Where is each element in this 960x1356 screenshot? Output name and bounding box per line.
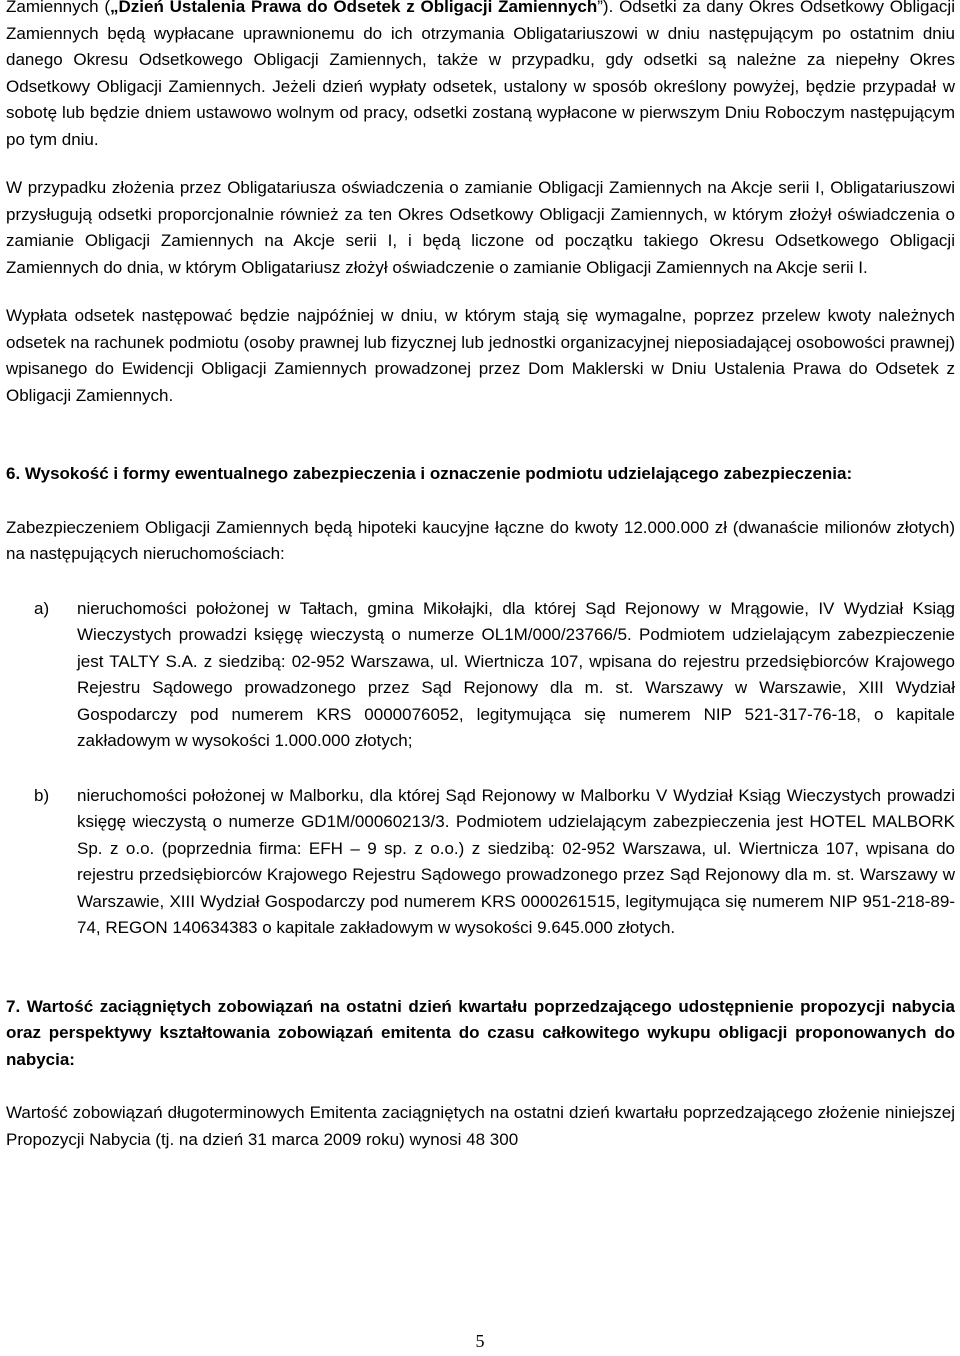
list-marker-b: b): [34, 785, 50, 805]
section-7-text: Wartość zobowiązań długoterminowych Emitenta zaciągniętych na ostatni dzień kwartału poprzedzającego złożenie niniejszej Propozycji Nabycia (tj. na dzień 31 marca 2009 roku) wynosi 48 300: [6, 1103, 955, 1149]
list-item-b: [6, 783, 955, 942]
paragraph-conversion-interest: W przypadku złożenia przez Obligatariusza oświadczenia o zamianie Obligacji Zamiennych na Akcje serii I, Obligatariuszowi przysługują odsetki proporcjonalnie również za ten Okres Odsetkowy Obligacji Zamiennych, w którym złożył oświadczenia o zamianie Obligacji Zamiennych na Akcje serii I, i będą liczone od początku takiego Okresu Odsetkowego Obligacji Zamiennych do dnia, w którym Obligatariusz złożył oświadczenie o zamianie Obligacji Zamiennych na Akcje serii I.: [6, 178, 955, 277]
page-number: 5: [475, 1331, 485, 1351]
paragraph-interest-payment: [6, 0, 955, 153]
section-7-heading: 7. Wartość zaciągniętych zobowiązań na ostatni dzień kwartału poprzedzającego udostępnienie propozycji nabycia oraz perspektywy kształtowania zobowiązań emitenta do czasu całkowitego wykupu obligacji proponowanych do nabycia:: [6, 996, 955, 1069]
paragraph-body-text: ”). Odsetki za dany Okres Odsetkowy Obligacji Zamiennych będą wypłacane uprawnionemu do ich otrzymania Obligatariuszowi w dniu następującym po ostatnim dniu danego Okresu Odsetkowego Obligacji Zamiennych, także w przypadku, gdy odsetki są należne za niepełny Okres Odsetkowy Obligacji Zamiennych. Jeżeli dzień wypłaty odsetek, ustalony w sposób określony powyżej, będzie przypadał w sobotę lub będzie dniem ustawowo wolnym od pracy, odsetki zostaną wypłacone w pierwszym Dniu Roboczym następującym po tym dniu.: [6, 0, 955, 149]
list-item-a: [6, 596, 955, 755]
list-text-a: nieruchomości położonej w Tałtach, gmina Mikołajki, dla której Sąd Rejonowy w Mrągowie, IV Wydział Ksiąg Wieczystych prowadzi księgę wieczystą o numerze OL1M/000/23766/5. Podmiotem udzielającym zabezpieczenie jest TALTY S.A. z siedzibą: 02-952 Warszawa, ul. Wiertnicza 107, wpisana do rejestru przedsiębiorców Krajowego Rejestru Sądowego prowadzonego przez Sąd Rejonowy dla m. st. Warszawy w Warszawie, XIII Wydział Gospodarczy pod numerem KRS 0000076052, legitymująca się numerem NIP 521-317-76-18, o kapitale zakładowym w wysokości 1.000.000 złotych;: [77, 598, 955, 750]
document-page: [6, 0, 955, 1153]
list-marker-a: a): [34, 598, 50, 618]
list-text-b: nieruchomości położonej w Malborku, dla której Sąd Rejonowy w Malborku V Wydział Ksiąg Wieczystych prowadzi księgę wieczystą o numerze GD1M/00060213/3. Podmiotem udzielającym zabezpieczenia jest HOTEL MALBORK Sp. z o.o. (poprzednia firma: EFH – 9 sp. z o.o.) z siedzibą: 02-952 Warszawa, ul. Wiertnicza 107, wpisana do rejestru przedsiębiorców Krajowego Rejestru Sądowego prowadzonego przez Sąd Rejonowy dla m. st. Warszawy w Warszawie, XIII Wydział Gospodarczy pod numerem KRS 0000261515, legitymująca się numerem NIP 951-218-89-74, REGON 140634383 o kapitale zakładowym w wysokości 9.645.000 złotych.: [77, 785, 955, 937]
section-6-intro: Zabezpieczeniem Obligacji Zamiennych będą hipoteki kaucyjne łączne do kwoty 12.000.000 zł (dwanaście milionów złotych) na następujących nieruchomościach:: [6, 517, 955, 563]
defined-term-bold: „Dzień Ustalenia Prawa do Odsetek z Obligacji Zamiennych: [110, 0, 598, 16]
paragraph-intro-text: Zamiennych (: [6, 0, 111, 16]
paragraph-payment-method: Wypłata odsetek następować będzie najpóźniej w dniu, w którym stają się wymagalne, poprzez przelew kwoty należnych odsetek na rachunek podmiotu (osoby prawnej lub fizycznej lub jednostki organizacyjnej nieposiadającej osobowości prawnej) wpisanego do Ewidencji Obligacji Zamiennych prowadzonej przez Dom Maklerski w Dniu Ustalenia Prawa do Odsetek z Obligacji Zamiennych.: [6, 306, 955, 405]
section-6-heading: 6. Wysokość i formy ewentualnego zabezpieczenia i oznaczenie podmiotu udzielającego zabezpieczenia:: [6, 464, 853, 483]
